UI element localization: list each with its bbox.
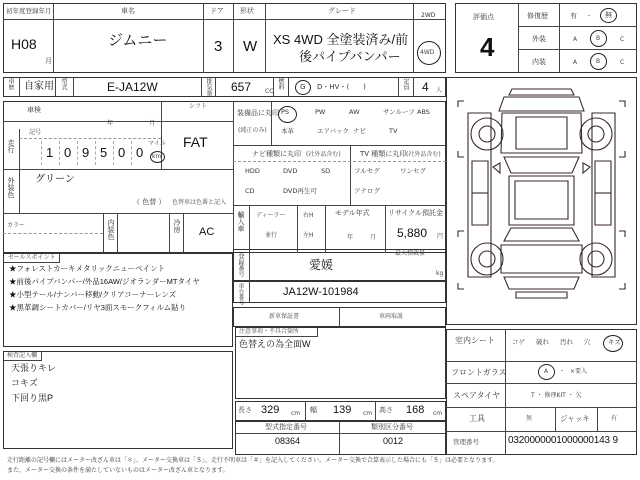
- equipment-sub: (純正のみ): [238, 127, 267, 134]
- color-label: 外装色: [7, 177, 15, 198]
- mileage-digit-value: 0: [118, 145, 126, 160]
- repair-label: 修復歴: [527, 12, 548, 20]
- mileage-digit: [113, 141, 131, 165]
- seat-label: 室内シート: [455, 336, 495, 345]
- vin-label: 車台番号: [237, 283, 244, 305]
- interior-c: C: [620, 59, 625, 66]
- import-dealer: ディーラー: [256, 212, 286, 219]
- tv-item: ワンセグ: [400, 167, 426, 175]
- recycle-unit: 円: [437, 233, 444, 240]
- color-value: グリーン: [35, 174, 75, 185]
- sales-title: セールスポイント: [8, 254, 56, 261]
- cc-label: 排気量: [205, 78, 212, 96]
- recycle-label: リサイクル預託金: [388, 209, 444, 217]
- navi-item: HDD: [245, 167, 260, 175]
- model-value: ジムニー: [108, 32, 168, 49]
- mgmt-value: 0320000001000000143 9: [508, 435, 618, 446]
- type-label: 型式: [60, 78, 67, 90]
- seat-item: 汚れ: [560, 338, 573, 346]
- glass-circled: A: [544, 368, 549, 375]
- height-value: 168: [406, 404, 425, 416]
- mileage-label: 走行: [7, 139, 15, 153]
- interior-label: 内装: [532, 58, 546, 66]
- glass-label: フロントガラス: [451, 368, 507, 377]
- score-label: 評価点: [473, 13, 494, 21]
- import-label: 輸入車: [237, 211, 245, 232]
- color-note2: 色替車は色番と記入: [172, 199, 227, 206]
- category-value: 0012: [383, 436, 404, 446]
- sales-point: ★小型テール/ナンバー移動/クリアコーナーレンズ: [9, 290, 177, 299]
- capacity-unit: 人: [436, 87, 443, 94]
- inspection-year: 年: [107, 120, 114, 127]
- height-unit: cm: [433, 410, 443, 417]
- score-value: 4: [480, 32, 495, 62]
- jack-value: 有: [611, 415, 618, 422]
- inspector-list: [11, 364, 231, 448]
- model-year-label: モデル年式: [335, 209, 370, 217]
- ac-label: 冷房: [173, 219, 181, 233]
- max-load-label: 最大積載量: [395, 250, 426, 257]
- color-note: （ 色替 ）: [133, 198, 166, 206]
- model-year-year: 年: [347, 234, 354, 241]
- sales-point: ★黒革調シートカバー/リヤ3面スモークフィルム貼り: [9, 303, 187, 312]
- mileage-digit-value: 0: [64, 145, 72, 160]
- shift-label: シフト: [189, 103, 208, 110]
- repair-yes: 有: [570, 12, 577, 20]
- reg-year-label: 初年度登録年月: [6, 7, 52, 15]
- inspector-note: 天張りキレ: [11, 363, 56, 373]
- mileage-digit-value: 0: [136, 145, 144, 160]
- equipment-row1: [273, 109, 445, 121]
- exterior-b: B: [596, 35, 601, 42]
- recycle-value: 5,880: [397, 226, 428, 240]
- equipment-item: ナビ: [353, 127, 366, 135]
- inspection-label: 車検: [27, 106, 41, 114]
- max-load-kg: kg: [436, 270, 444, 277]
- exterior-a: A: [573, 36, 578, 43]
- inspection-sheet: 初年度登録年月 車名 ドア 形状 グレード 2WD H08 月 ジムニー 3 W XS 4WD 全塗装済み/前 後パイプバンパー 4WD 評価点 4 修復歴 有 ・ 無 外装 A B C 内装 A B C 車歴 自家用 型式 E-JA12W 排気量 657 CC 燃料 G D・HV・( ) 定員 4 人 車検 年 月 シフト FAT 走行 記号 1 0 9 5 0 0 マイル km 外装色 グリーン （ 色替 ） 色替車は色番と記入 カラー 内装色 冷房 AC 装備品に丸印 (純正のみ) PS PW AW サンルーフ ABS 本革 エアバック ナビ TV ナビ種類に丸印 (社外品含む) TV 種類に丸印 (社外品含む) HDD DVD SD CD DVD再生可 フルセグ ワンセグ アナログ 輸入車 ディーラー 並行 右H 左H モデル年式 年 月 リサイクル預託金 5,880 円 セールスポイント ★フォレストカーキメタリックニューペイント ★前後パイプバンパー/外品16AW/ジオランダーMTタイヤ ★小型テール/ナンバー移動/クリアコーナーレンズ ★黒革調シートカバー/リヤ3面スモークフィルム貼り 登録番号 愛媛 kg 最大積載量 車台番号 JA12W-101984 新車保証書 車両取説 検査記入欄 天張りキレ コキズ 下回り黒P 注意事項・不具合箇所 色替えの為全面W 長さ 329 cm 幅 139 cm 高さ 168 cm 型式指定番号 08364 類別区分番号 0012 室内シート コゲ 破れ 汚れ 穴 キズ フロントガラス A ・ ×要入 スペアタイヤ T ・ 修理KIT ・ 欠 工具 無 ジャッキ 有 管理番号 0320000001000000143 9 走行距離の記号欄にはメーター改ざん車は「＊」、メーター交換車は「＄」、走行不明車は「＃」を記入してください。メーター交換で合算表示した場合にも「＄」は必要となります。 また、メーター交換の条件を満たしていないものはメーター改ざん車となります。: [3, 3, 637, 477]
- tv-sub: (社外品含む): [406, 151, 441, 158]
- doors-value: 3: [214, 38, 223, 55]
- tv-item: アナログ: [354, 187, 380, 195]
- grade-line2: 後パイプバンパー: [299, 49, 401, 64]
- seat-item: 破れ: [536, 338, 549, 346]
- equipment-item: AW: [349, 108, 360, 116]
- inspector-note: 下回り黒P: [11, 393, 54, 403]
- equipment-item: ABS: [417, 108, 430, 116]
- height-label: 高さ: [379, 406, 393, 414]
- interior-color-label: カラー: [7, 222, 26, 229]
- mileage-digit: [59, 141, 77, 165]
- registration-value: 愛媛: [309, 258, 334, 272]
- navi-item: DVD: [283, 167, 298, 175]
- fuel-label: 燃料: [277, 78, 284, 90]
- exterior-label: 外装: [532, 35, 546, 43]
- navi-item: DVD再生可: [283, 187, 317, 195]
- inspector-note: コキズ: [11, 378, 38, 388]
- seat-item: キズ: [608, 338, 621, 346]
- capacity-value: 4: [422, 80, 429, 94]
- model-label: 車名: [121, 7, 135, 15]
- use-value: 自家用: [24, 81, 54, 92]
- tools-value: 無: [526, 415, 533, 422]
- inspector-title: 検査記入欄: [7, 352, 38, 359]
- mileage-digit-value: 9: [82, 145, 90, 160]
- length-label: 長さ: [238, 406, 252, 414]
- use-label: 車歴: [7, 78, 14, 90]
- category-label: 類別区分番号: [371, 423, 413, 431]
- equipment-row2: [273, 128, 445, 140]
- inspection-month: 月: [149, 120, 156, 127]
- reg-year-value: H08: [11, 36, 37, 52]
- seller-title: 注意事項・不具合箇所: [239, 328, 300, 335]
- mileage-digit-value: 1: [46, 145, 54, 160]
- equipment-item: 本革: [281, 127, 294, 135]
- car-diagram: [446, 77, 637, 325]
- interior-a: A: [573, 59, 578, 66]
- equipment-item: サンルーフ: [383, 108, 415, 116]
- jack-label: ジャッキ: [560, 414, 590, 423]
- drive-2wd: 2WD: [421, 12, 436, 19]
- cc-value: 657: [231, 80, 252, 94]
- glass-opt: ×要入: [570, 368, 588, 375]
- import-parallel: 並行: [265, 232, 278, 239]
- width-unit: cm: [363, 410, 373, 417]
- navi-sub: (社外品含む): [306, 151, 341, 158]
- model-number-value: 08364: [275, 436, 301, 446]
- seller-note: 色替えの為全面W: [239, 339, 311, 349]
- mgmt-label: 管理番号: [453, 438, 479, 446]
- equipment-item: PW: [315, 108, 326, 116]
- exterior-c: C: [620, 36, 625, 43]
- tools-label: 工具: [469, 414, 485, 423]
- tv-items: [352, 165, 444, 203]
- vin-value: JA12W-101984: [283, 286, 359, 298]
- length-value: 329: [261, 404, 280, 416]
- seat-item: 穴: [584, 338, 591, 346]
- seat-circle: [603, 335, 623, 352]
- warranty-label: 新車保証書: [269, 313, 300, 320]
- navi-item: CD: [245, 187, 255, 195]
- row2-box: [3, 77, 446, 97]
- cc-unit: CC: [265, 88, 274, 95]
- equipment-label: 装備品に丸印: [237, 109, 279, 117]
- interior-b: B: [596, 58, 601, 65]
- fuel-circled: G: [300, 83, 306, 91]
- repair-no: 無: [605, 11, 612, 19]
- left-handle: 左H: [303, 232, 314, 239]
- right-handle: 右H: [303, 212, 314, 219]
- drive-4wd: 4WD: [420, 49, 435, 56]
- tv-title: TV 種類に丸印: [360, 150, 407, 158]
- navi-item: SD: [321, 167, 331, 175]
- grade-line1: XS 4WD 全塗装済み/前: [273, 32, 409, 47]
- footer-line1: 走行距離の記号欄にはメーター改ざん車は「＊」、メーター交換車は「＄」、走行不明車は「＃」を記入してください。メーター交換で合算表示した場合にも「＄」は必要となります。: [7, 457, 499, 464]
- spare-label: スペアタイヤ: [453, 391, 501, 400]
- sales-point: ★フォレストカーキメタリックニューペイント: [9, 264, 166, 273]
- mileage-digit: [77, 141, 95, 165]
- tv-item: フルセグ: [354, 167, 380, 175]
- body-value: W: [243, 38, 258, 55]
- fuel-options: D・HV・( ): [317, 83, 366, 91]
- type-value: E-JA12W: [107, 80, 158, 94]
- digits-label: 記号: [29, 129, 42, 136]
- model-number-label: 型式指定番号: [265, 423, 307, 431]
- sales-point: ★前後パイプバンパー/外品16AW/ジオランダーMTタイヤ: [9, 277, 200, 286]
- shift-value: FAT: [183, 134, 208, 150]
- navi-items: [235, 165, 349, 203]
- manual-label: 車両取説: [379, 313, 404, 320]
- navi-title: ナビ種類に丸印: [252, 150, 301, 158]
- ac-value: AC: [199, 226, 215, 238]
- equipment-item: PS: [281, 108, 290, 116]
- reg-month-suffix: 月: [45, 57, 52, 65]
- doors-label: ドア: [210, 7, 224, 15]
- model-year-month: 月: [370, 234, 377, 241]
- sales-list: [9, 265, 231, 345]
- interior-inner-label: 内装色: [107, 219, 115, 240]
- footer-line2: また、メーター交換の条件を満たしていないものはメーター改ざん車となります。: [7, 467, 229, 474]
- seller-list: [239, 340, 444, 398]
- registration-label: 登録番号: [237, 253, 244, 277]
- width-label: 幅: [310, 406, 317, 414]
- mileage-digit-value: 5: [100, 145, 108, 160]
- spare-options: T ・ 修理KIT ・ 欠: [531, 392, 582, 399]
- equipment-item: TV: [389, 127, 398, 135]
- km-label: km: [152, 153, 162, 160]
- mileage-digit: [41, 141, 59, 165]
- grade-label: グレード: [328, 7, 356, 15]
- seat-item: コゲ: [512, 338, 525, 346]
- equipment-item: エアバック: [317, 127, 349, 135]
- mileage-digits: [41, 141, 151, 167]
- mile-label: マイル: [148, 140, 166, 147]
- mileage-digit: [131, 141, 149, 165]
- body-label: 形状: [240, 7, 254, 15]
- width-value: 139: [333, 404, 352, 416]
- capacity-label: 定員: [402, 78, 409, 90]
- length-unit: cm: [291, 410, 301, 417]
- ps-circle: [278, 106, 297, 123]
- mileage-digit: [95, 141, 113, 165]
